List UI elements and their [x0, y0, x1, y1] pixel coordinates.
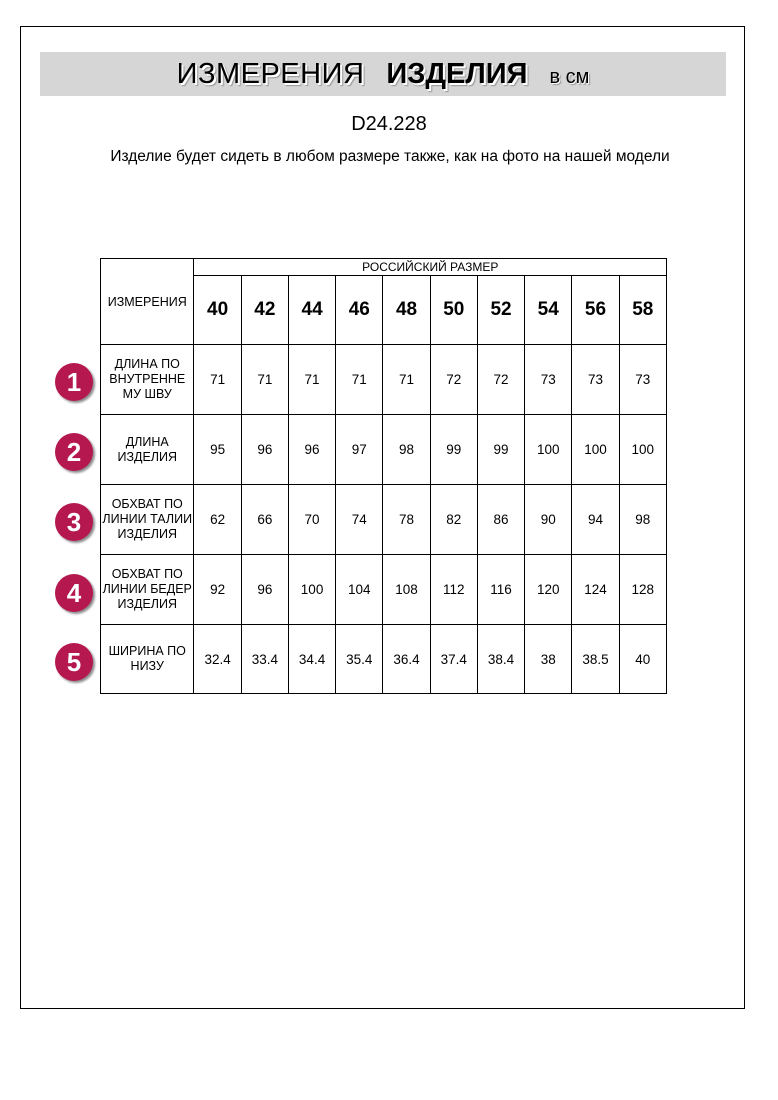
value-cell: 116	[477, 555, 524, 625]
value-cell: 73	[619, 345, 666, 415]
value-cell: 78	[383, 485, 430, 555]
row-label: ШИРИНА ПО НИЗУ	[101, 625, 194, 694]
page-title	[40, 52, 726, 96]
size-header: 42	[241, 276, 288, 345]
table-header-row	[101, 259, 667, 276]
row-number-badge: 4	[55, 574, 93, 612]
value-cell: 70	[288, 485, 335, 555]
value-cell: 124	[572, 555, 619, 625]
size-header: 44	[288, 276, 335, 345]
value-cell: 32.4	[194, 625, 241, 694]
row-number-badge: 3	[55, 503, 93, 541]
product-code: D24.228	[351, 113, 427, 135]
row-label: ОБХВАТ ПО ЛИНИИ БЕДЕР ИЗДЕЛИЯ	[101, 555, 194, 625]
title-part1: ИЗМЕРЕНИЯ	[176, 58, 365, 90]
value-cell: 35.4	[336, 625, 383, 694]
value-cell: 73	[572, 345, 619, 415]
measurements-header: ИЗМЕРЕНИЯ	[101, 259, 194, 345]
value-cell: 66	[241, 485, 288, 555]
row-number-badge: 5	[55, 643, 93, 681]
value-cell: 34.4	[288, 625, 335, 694]
row-label: ОБХВАТ ПО ЛИНИИ ТАЛИИ ИЗДЕЛИЯ	[101, 485, 194, 555]
value-cell: 38.4	[477, 625, 524, 694]
size-header: 56	[572, 276, 619, 345]
value-cell: 92	[194, 555, 241, 625]
value-cell: 36.4	[383, 625, 430, 694]
value-cell: 71	[194, 345, 241, 415]
size-header: 58	[619, 276, 666, 345]
table-row	[101, 345, 667, 415]
value-cell: 38	[525, 625, 572, 694]
value-cell: 104	[336, 555, 383, 625]
value-cell: 97	[336, 415, 383, 485]
table-row	[101, 485, 667, 555]
title-banner	[40, 52, 726, 96]
row-number-badge: 2	[55, 433, 93, 471]
value-cell: 73	[525, 345, 572, 415]
value-cell: 86	[477, 485, 524, 555]
size-header: 46	[336, 276, 383, 345]
value-cell: 95	[194, 415, 241, 485]
value-cell: 100	[525, 415, 572, 485]
row-number-badge: 1	[55, 363, 93, 401]
value-cell: 99	[477, 415, 524, 485]
value-cell: 108	[383, 555, 430, 625]
value-cell: 38.5	[572, 625, 619, 694]
value-cell: 96	[288, 415, 335, 485]
value-cell: 37.4	[430, 625, 477, 694]
value-cell: 90	[525, 485, 572, 555]
size-header: 50	[430, 276, 477, 345]
value-cell: 100	[572, 415, 619, 485]
table-row	[101, 415, 667, 485]
value-cell: 62	[194, 485, 241, 555]
value-cell: 71	[241, 345, 288, 415]
size-group-header: РОССИЙСКИЙ РАЗМЕР	[194, 259, 667, 276]
value-cell: 94	[572, 485, 619, 555]
value-cell: 71	[383, 345, 430, 415]
value-cell: 100	[288, 555, 335, 625]
value-cell: 100	[619, 415, 666, 485]
value-cell: 128	[619, 555, 666, 625]
value-cell: 120	[525, 555, 572, 625]
row-label: ДЛИНА ПО ВНУТРЕННЕ МУ ШВУ	[101, 345, 194, 415]
size-header: 54	[525, 276, 572, 345]
value-cell: 112	[430, 555, 477, 625]
value-cell: 72	[477, 345, 524, 415]
value-cell: 99	[430, 415, 477, 485]
value-cell: 74	[336, 485, 383, 555]
value-cell: 96	[241, 415, 288, 485]
size-header: 52	[477, 276, 524, 345]
value-cell: 71	[288, 345, 335, 415]
value-cell: 96	[241, 555, 288, 625]
size-header: 48	[383, 276, 430, 345]
value-cell: 40	[619, 625, 666, 694]
value-cell: 33.4	[241, 625, 288, 694]
title-unit: в см	[549, 66, 590, 88]
value-cell: 82	[430, 485, 477, 555]
value-cell: 98	[619, 485, 666, 555]
value-cell: 72	[430, 345, 477, 415]
size-table	[100, 258, 667, 694]
value-cell: 71	[336, 345, 383, 415]
title-part2: ИЗДЕЛИЯ	[386, 58, 528, 90]
table-row	[101, 555, 667, 625]
size-header: 40	[194, 276, 241, 345]
table-row	[101, 625, 667, 694]
value-cell: 98	[383, 415, 430, 485]
fit-note: Изделие будет сидеть в любом размере также, как на фото на нашей модели	[110, 148, 670, 165]
row-label: ДЛИНА ИЗДЕЛИЯ	[101, 415, 194, 485]
